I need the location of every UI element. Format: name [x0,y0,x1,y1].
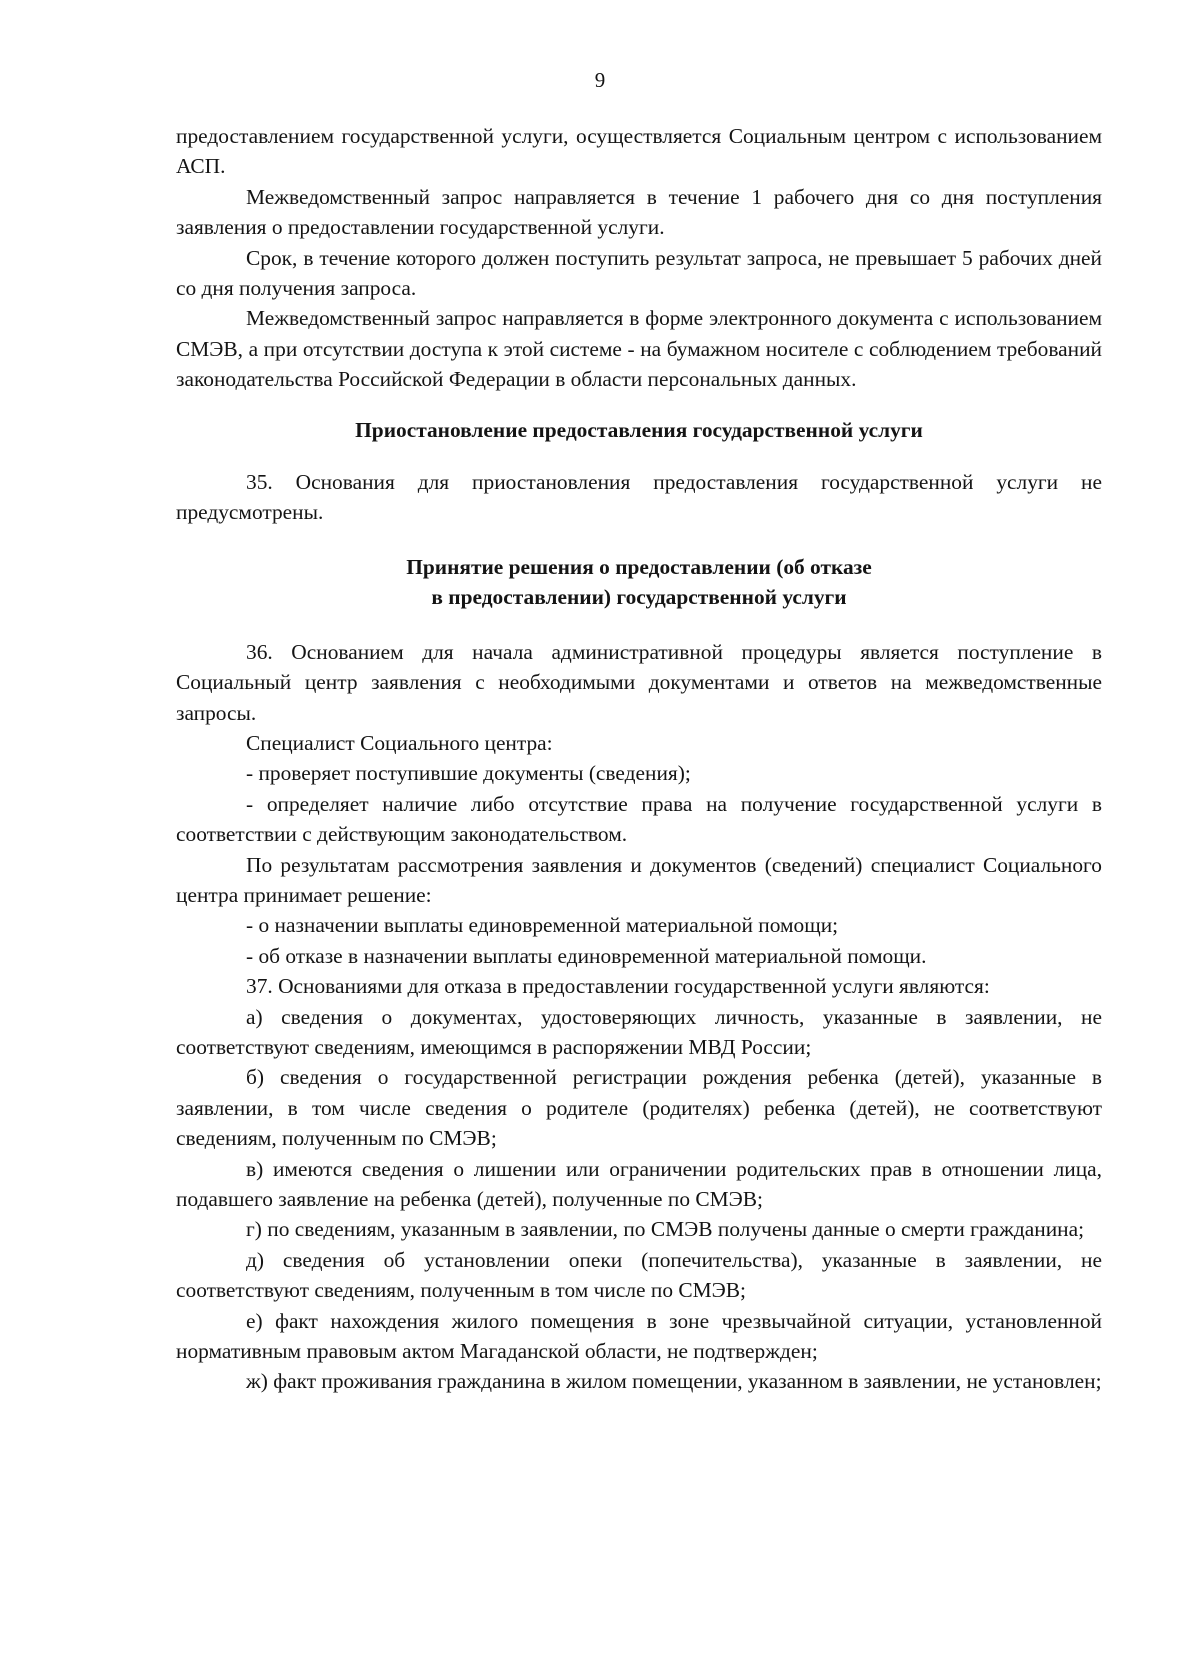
list-item: е) факт нахождения жилого помещения в зоне чрезвычайной ситуации, установленной нормативным правовым актом Магаданской области, не подтвержден; [176,1308,1102,1364]
list-item: ж) факт проживания гражданина в жилом помещении, указанном в заявлении, не установлен; [246,1369,1102,1394]
paragraph-35: 35. Основания для приостановления предоставления государственной услуги не предусмотрены. [176,470,1102,525]
list-item: б) сведения о государственной регистрации рождения ребенка (детей), указанные в заявлении, в том числе сведения о родителе (родителях) ребенка (детей), не соответствуют сведениям, полученным по СМЭВ; [176,1065,1102,1151]
list-item: а) сведения о документах, удостоверяющих личность, указанные в заявлении, не соответствуют сведениям, имеющимся в распоряжении МВД России; [176,1004,1102,1059]
paragraph-36: 36. Основанием для начала административной процедуры является поступление в Социальный центр заявления с необходимыми документами и ответов на межведомственные запросы. [176,639,1102,725]
list-item: - об отказе в назначении выплаты единовременной материальной помощи. [246,943,927,968]
paragraph-37: 37. Основаниями для отказа в предоставлении государственной услуги являются: [246,974,990,999]
paragraph: Срок, в течение которого должен поступить результат запроса, не превышает 5 рабочих дней со дня получения запроса. [176,245,1102,301]
list-item: - о назначении выплаты единовременной материальной помощи; [246,913,839,938]
paragraph: предоставлением государственной услуги, осуществляется Социальным центром с использованием АСП. [176,124,1102,179]
heading-line: в предоставлении) государственной услуги [431,585,847,610]
paragraph: Специалист Социального центра: [246,730,553,755]
list-item: в) имеются сведения о лишении или ограничении родительских прав в отношении лица, подавшего заявление на ребенка (детей), полученные по СМЭВ; [176,1156,1102,1211]
list-item: - определяет наличие либо отсутствие права на получение государственной услуги в соответствии с действующим законодательством. [176,791,1102,847]
section-heading-suspension: Приостановление предоставления государственной услуги [355,417,923,442]
page-number: 9 [594,68,606,92]
list-item: д) сведения об установлении опеки (попечительства), указанные в заявлении, не соответствуют сведениям, полученным в том числе по СМЭВ; [176,1247,1102,1303]
list-item: г) по сведениям, указанным в заявлении, по СМЭВ получены данные о смерти гражданина; [246,1217,1085,1242]
paragraph: Межведомственный запрос направляется в течение 1 рабочего дня со дня поступления заявления о предоставлении государственной услуги. [176,184,1102,240]
document-body [176,121,1102,1397]
list-item: - проверяет поступившие документы (сведения); [246,761,691,786]
paragraph: По результатам рассмотрения заявления и документов (сведений) специалист Социального центра принимает решение: [176,852,1102,907]
section-heading-decision [176,552,1102,613]
heading-line: Принятие решения о предоставлении (об отказе [406,554,872,579]
paragraph: Межведомственный запрос направляется в форме электронного документа с использованием СМЭВ, а при отсутствии доступа к этой системе - на бумажном носителе с соблюдением требований законодательства Российской Федерации в области персональных данных. [176,306,1102,392]
